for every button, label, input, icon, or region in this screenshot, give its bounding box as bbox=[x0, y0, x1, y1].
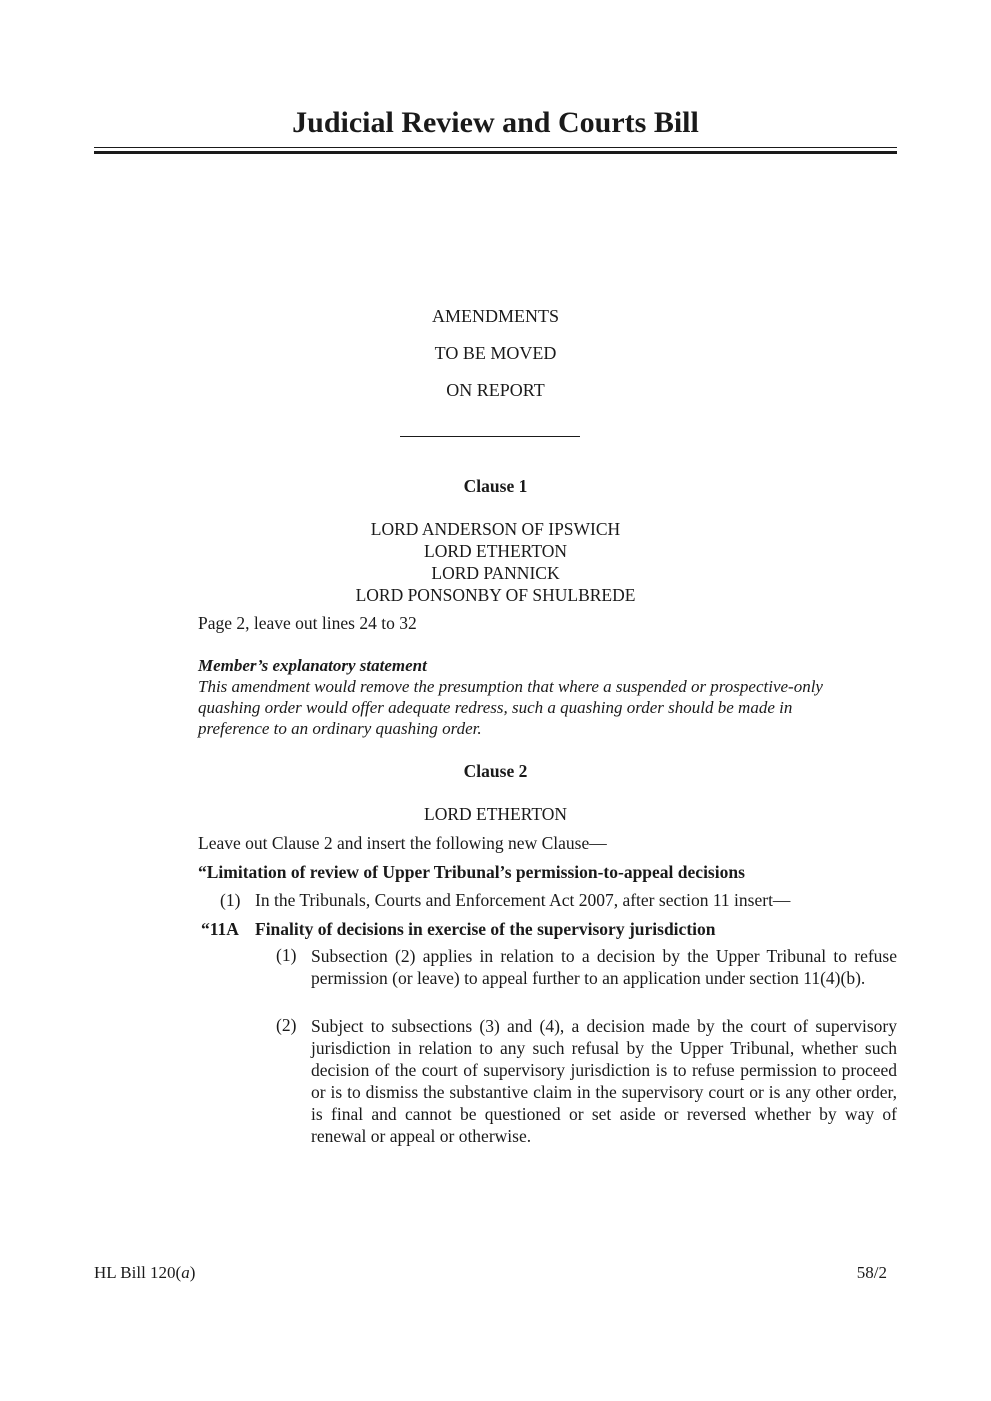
inserted-subsection-1-number: (1) bbox=[276, 945, 297, 965]
explanatory-statement-line: preference to an ordinary quashing order. bbox=[198, 719, 482, 738]
inserted-subsection-2-text: Subject to subsections (3) and (4), a decision made by the court of supervisory jurisdiction in relation to any such refusal by the Upper Tribunal, whether such decision of the court of supervisory jurisdiction is to refuse permission to proceed or is to dismiss the substantive claim in the supervisory court or is any other order, is final and cannot be questioned or set aside or reversed whether by way of renewal or appeal or otherwise. bbox=[311, 1016, 897, 1146]
clause-2-heading: Clause 2 bbox=[463, 761, 528, 781]
heading-to-be-moved: TO BE MOVED bbox=[434, 343, 557, 363]
bill-ref-italic: a bbox=[181, 1263, 190, 1282]
inserted-section-number: “11A bbox=[201, 919, 239, 939]
inserted-subsection-2-number: (2) bbox=[276, 1015, 297, 1035]
bill-ref-prefix: HL Bill 120( bbox=[94, 1263, 182, 1282]
title-rule-thin bbox=[94, 147, 897, 148]
clause-1-members bbox=[0, 518, 991, 606]
explanatory-statement-line: quashing order would offer adequate redress, such a quashing order should be made in bbox=[198, 698, 793, 717]
clause-1-instruction: Page 2, leave out lines 24 to 32 bbox=[198, 613, 417, 633]
clause-2-member: LORD ETHERTON bbox=[424, 804, 567, 824]
bill-title: Judicial Review and Courts Bill bbox=[292, 106, 699, 139]
bill-reference bbox=[94, 1263, 195, 1283]
page-reference: 58/2 bbox=[856, 1263, 887, 1282]
member-name: LORD PANNICK bbox=[431, 563, 560, 583]
section-divider bbox=[400, 436, 580, 437]
heading-amendments: AMENDMENTS bbox=[431, 306, 559, 326]
clause-1-heading: Clause 1 bbox=[463, 476, 528, 496]
inserted-subsection-1-text: Subsection (2) applies in relation to a decision by the Upper Tribunal to refuse permission (or leave) to appeal further to an application under section 11(4)(b). bbox=[311, 946, 897, 988]
member-name: LORD ETHERTON bbox=[424, 541, 567, 561]
bill-ref-suffix: ) bbox=[189, 1263, 196, 1282]
explanatory-statement-heading: Member’s explanatory statement bbox=[198, 656, 427, 675]
title-rule-thick bbox=[94, 151, 897, 154]
inserted-section-heading: Finality of decisions in exercise of the supervisory jurisdiction bbox=[255, 919, 716, 939]
member-name: LORD ANDERSON OF IPSWICH bbox=[370, 519, 621, 539]
new-clause-heading: “Limitation of review of Upper Tribunal’s permission-to-appeal decisions bbox=[198, 862, 745, 882]
subsection-1-text: In the Tribunals, Courts and Enforcement Act 2007, after section 11 insert— bbox=[255, 890, 791, 910]
heading-on-report: ON REPORT bbox=[446, 380, 545, 400]
subsection-1-number: (1) bbox=[220, 890, 241, 910]
explanatory-statement bbox=[198, 655, 898, 739]
member-name: LORD PONSONBY OF SHULBREDE bbox=[355, 585, 636, 605]
clause-2-instruction: Leave out Clause 2 and insert the following new Clause— bbox=[198, 833, 607, 853]
explanatory-statement-line: This amendment would remove the presumption that where a suspended or prospective-only bbox=[198, 677, 823, 696]
